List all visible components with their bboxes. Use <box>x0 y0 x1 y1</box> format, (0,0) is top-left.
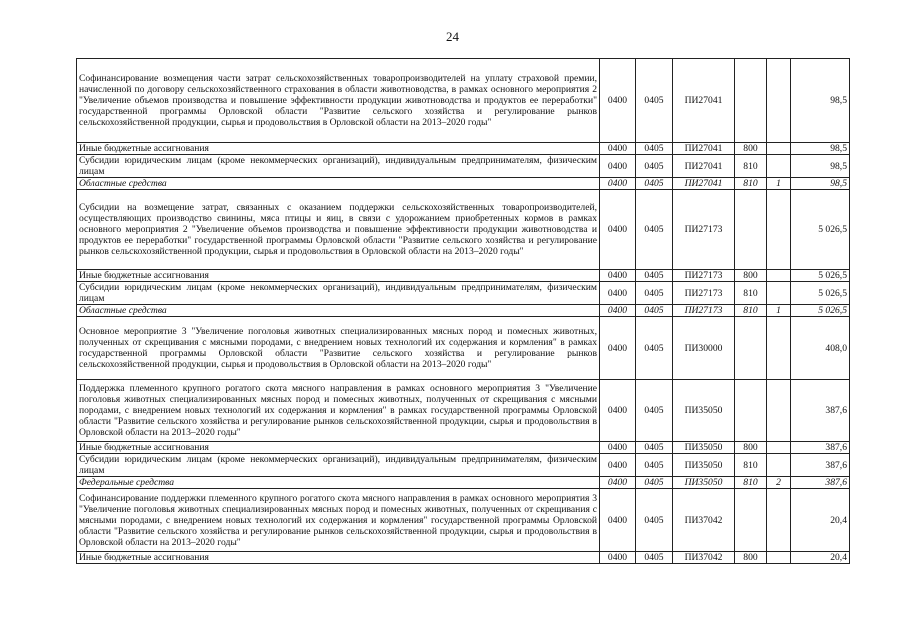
row-amount: 387,6 <box>791 454 850 477</box>
row-subsection-code: 0405 <box>636 305 673 317</box>
row-funding-source <box>767 380 791 442</box>
row-target-article: ПИ27173 <box>673 282 735 305</box>
table-row <box>77 270 850 282</box>
row-funding-source <box>767 143 791 155</box>
row-funding-source <box>767 489 791 552</box>
row-subsection-code: 0405 <box>636 155 673 178</box>
row-funding-source <box>767 442 791 454</box>
row-subsection-code: 0405 <box>636 190 673 270</box>
row-section-code: 0400 <box>600 380 636 442</box>
row-description: Иные бюджетные ассигнования <box>77 270 600 282</box>
table-row <box>77 477 850 489</box>
row-section-code: 0400 <box>600 489 636 552</box>
row-amount: 98,5 <box>791 59 850 143</box>
row-subsection-code: 0405 <box>636 454 673 477</box>
row-subsection-code: 0405 <box>636 317 673 380</box>
row-target-article: ПИ27041 <box>673 59 735 143</box>
row-subsection-code: 0405 <box>636 442 673 454</box>
row-section-code: 0400 <box>600 282 636 305</box>
row-expense-type: 800 <box>735 270 767 282</box>
row-funding-source <box>767 270 791 282</box>
row-amount: 98,5 <box>791 155 850 178</box>
table-row <box>77 317 850 380</box>
row-target-article: ПИ35050 <box>673 442 735 454</box>
row-funding-source <box>767 282 791 305</box>
row-section-code: 0400 <box>600 59 636 143</box>
row-amount: 5 026,5 <box>791 305 850 317</box>
table-row <box>77 552 850 564</box>
row-amount: 387,6 <box>791 477 850 489</box>
row-amount: 387,6 <box>791 442 850 454</box>
row-expense-type <box>735 380 767 442</box>
row-amount: 20,4 <box>791 489 850 552</box>
row-description: Поддержка племенного крупного рогатого скота мясного направления в рамках основного мероприятия 3 "Увеличение поголовья животных специализированных мясных пород и помесных животных, полученных от скрещивания с мясными породами, с внедрением новых технологий их содержания и кормления" в рамках государственной программы Орловской области "Развитие сельского хозяйства и регулирование рынков сельскохозяйственной продукции, сырья и продовольствия в Орловской области на 2013–2020 годы" <box>77 380 600 442</box>
page-number: 24 <box>446 29 459 44</box>
row-funding-source <box>767 59 791 143</box>
row-funding-source <box>767 155 791 178</box>
row-section-code: 0400 <box>600 317 636 380</box>
row-section-code: 0400 <box>600 454 636 477</box>
row-amount: 5 026,5 <box>791 282 850 305</box>
row-subsection-code: 0405 <box>636 143 673 155</box>
row-target-article: ПИ27041 <box>673 143 735 155</box>
row-expense-type: 810 <box>735 282 767 305</box>
row-subsection-code: 0405 <box>636 59 673 143</box>
row-description: Субсидии на возмещение затрат, связанных с оказанием поддержки сельскохозяйственных товаропроизводителей, осуществляющих производство свинины, мяса птицы и яиц, в связи с удорожанием приобретенных кормов в рамках основного мероприятия 2 "Увеличение объемов производства и повышение эффективности продукции животноводства и продуктов ее переработки" государственной программы Орловской области "Развитие сельского хозяйства и регулирование рынков сельскохозяйственной продукции, сырья и продовольствия в Орловской области на 2013–2020 годы" <box>77 190 600 270</box>
table-row <box>77 442 850 454</box>
row-section-code: 0400 <box>600 477 636 489</box>
table-row <box>77 305 850 317</box>
table-row <box>77 143 850 155</box>
row-amount: 98,5 <box>791 178 850 190</box>
row-description: Иные бюджетные ассигнования <box>77 552 600 564</box>
row-subsection-code: 0405 <box>636 270 673 282</box>
row-amount: 98,5 <box>791 143 850 155</box>
row-description: Софинансирование возмещения части затрат сельскохозяйственных товаропроизводителей на уплату страховой премии, начисленной по договору сельскохозяйственного страхования в области животноводства, в рамках основного мероприятия 2 "Увеличение объемов производства и повышение эффективности продукции животноводства и продуктов ее переработки" государственной программы Орловской области "Развитие сельского хозяйства и регулирование рынков сельскохозяйственной продукции, сырья и продовольствия в Орловской области на 2013–2020 годы" <box>77 59 600 143</box>
row-section-code: 0400 <box>600 442 636 454</box>
budget-table-body <box>77 59 850 564</box>
row-section-code: 0400 <box>600 190 636 270</box>
row-expense-type: 810 <box>735 477 767 489</box>
row-expense-type: 810 <box>735 454 767 477</box>
row-subsection-code: 0405 <box>636 178 673 190</box>
row-amount: 408,0 <box>791 317 850 380</box>
row-expense-type <box>735 489 767 552</box>
row-subsection-code: 0405 <box>636 477 673 489</box>
row-funding-source: 2 <box>767 477 791 489</box>
row-amount: 5 026,5 <box>791 190 850 270</box>
row-description: Областные средства <box>77 305 600 317</box>
row-amount: 20,4 <box>791 552 850 564</box>
row-section-code: 0400 <box>600 305 636 317</box>
row-funding-source <box>767 190 791 270</box>
row-expense-type <box>735 59 767 143</box>
table-row <box>77 380 850 442</box>
row-section-code: 0400 <box>600 178 636 190</box>
row-description: Иные бюджетные ассигнования <box>77 442 600 454</box>
row-target-article: ПИ27173 <box>673 270 735 282</box>
row-funding-source <box>767 317 791 380</box>
table-row <box>77 282 850 305</box>
budget-table <box>76 58 850 564</box>
row-target-article: ПИ35050 <box>673 380 735 442</box>
row-amount: 5 026,5 <box>791 270 850 282</box>
row-target-article: ПИ35050 <box>673 477 735 489</box>
row-description: Иные бюджетные ассигнования <box>77 143 600 155</box>
row-amount: 387,6 <box>791 380 850 442</box>
row-subsection-code: 0405 <box>636 552 673 564</box>
table-row <box>77 178 850 190</box>
row-description: Областные средства <box>77 178 600 190</box>
row-expense-type <box>735 317 767 380</box>
row-subsection-code: 0405 <box>636 282 673 305</box>
row-section-code: 0400 <box>600 155 636 178</box>
row-expense-type: 800 <box>735 552 767 564</box>
row-subsection-code: 0405 <box>636 380 673 442</box>
row-target-article: ПИ27041 <box>673 178 735 190</box>
row-description: Субсидии юридическим лицам (кроме некоммерческих организаций), индивидуальным предпринимателям, физическим лицам <box>77 155 600 178</box>
row-expense-type: 810 <box>735 305 767 317</box>
table-row <box>77 190 850 270</box>
row-target-article: ПИ27041 <box>673 155 735 178</box>
row-target-article: ПИ35050 <box>673 454 735 477</box>
row-section-code: 0400 <box>600 552 636 564</box>
row-target-article: ПИ30000 <box>673 317 735 380</box>
row-target-article: ПИ37042 <box>673 489 735 552</box>
table-row <box>77 155 850 178</box>
row-description: Основное мероприятие 3 "Увеличение поголовья животных специализированных мясных пород и помесных животных, полученных от скрещивания с мясными породами, с внедрением новых технологий их содержания и кормления" в рамках государственной программы Орловской области "Развитие сельского хозяйства и регулирование рынков сельскохозяйственной продукции, сырья и продовольствия в Орловской области на 2013–2020 годы" <box>77 317 600 380</box>
row-funding-source: 1 <box>767 178 791 190</box>
table-row <box>77 59 850 143</box>
row-target-article: ПИ27173 <box>673 305 735 317</box>
row-expense-type: 810 <box>735 155 767 178</box>
row-description: Федеральные средства <box>77 477 600 489</box>
table-row <box>77 489 850 552</box>
row-expense-type: 800 <box>735 143 767 155</box>
row-subsection-code: 0405 <box>636 489 673 552</box>
row-expense-type <box>735 190 767 270</box>
row-description: Субсидии юридическим лицам (кроме некоммерческих организаций), индивидуальным предпринимателям, физическим лицам <box>77 454 600 477</box>
row-section-code: 0400 <box>600 270 636 282</box>
row-target-article: ПИ37042 <box>673 552 735 564</box>
row-funding-source: 1 <box>767 305 791 317</box>
row-expense-type: 810 <box>735 178 767 190</box>
row-section-code: 0400 <box>600 143 636 155</box>
table-row <box>77 454 850 477</box>
row-description: Субсидии юридическим лицам (кроме некоммерческих организаций), индивидуальным предпринимателям, физическим лицам <box>77 282 600 305</box>
row-target-article: ПИ27173 <box>673 190 735 270</box>
row-funding-source <box>767 454 791 477</box>
row-funding-source <box>767 552 791 564</box>
row-expense-type: 800 <box>735 442 767 454</box>
row-description: Софинансирование поддержки племенного крупного рогатого скота мясного направления в рамках основного мероприятия 3 "Увеличение поголовья животных специализированных мясных пород и помесных животных, полученных от скрещивания с мясными породами, с внедрением новых технологий их содержания и кормления" государственной программы Орловской области "Развитие сельского хозяйства и регулирование рынков сельскохозяйственной продукции, сырья и продовольствия в Орловской области на 2013–2020 годы" <box>77 489 600 552</box>
